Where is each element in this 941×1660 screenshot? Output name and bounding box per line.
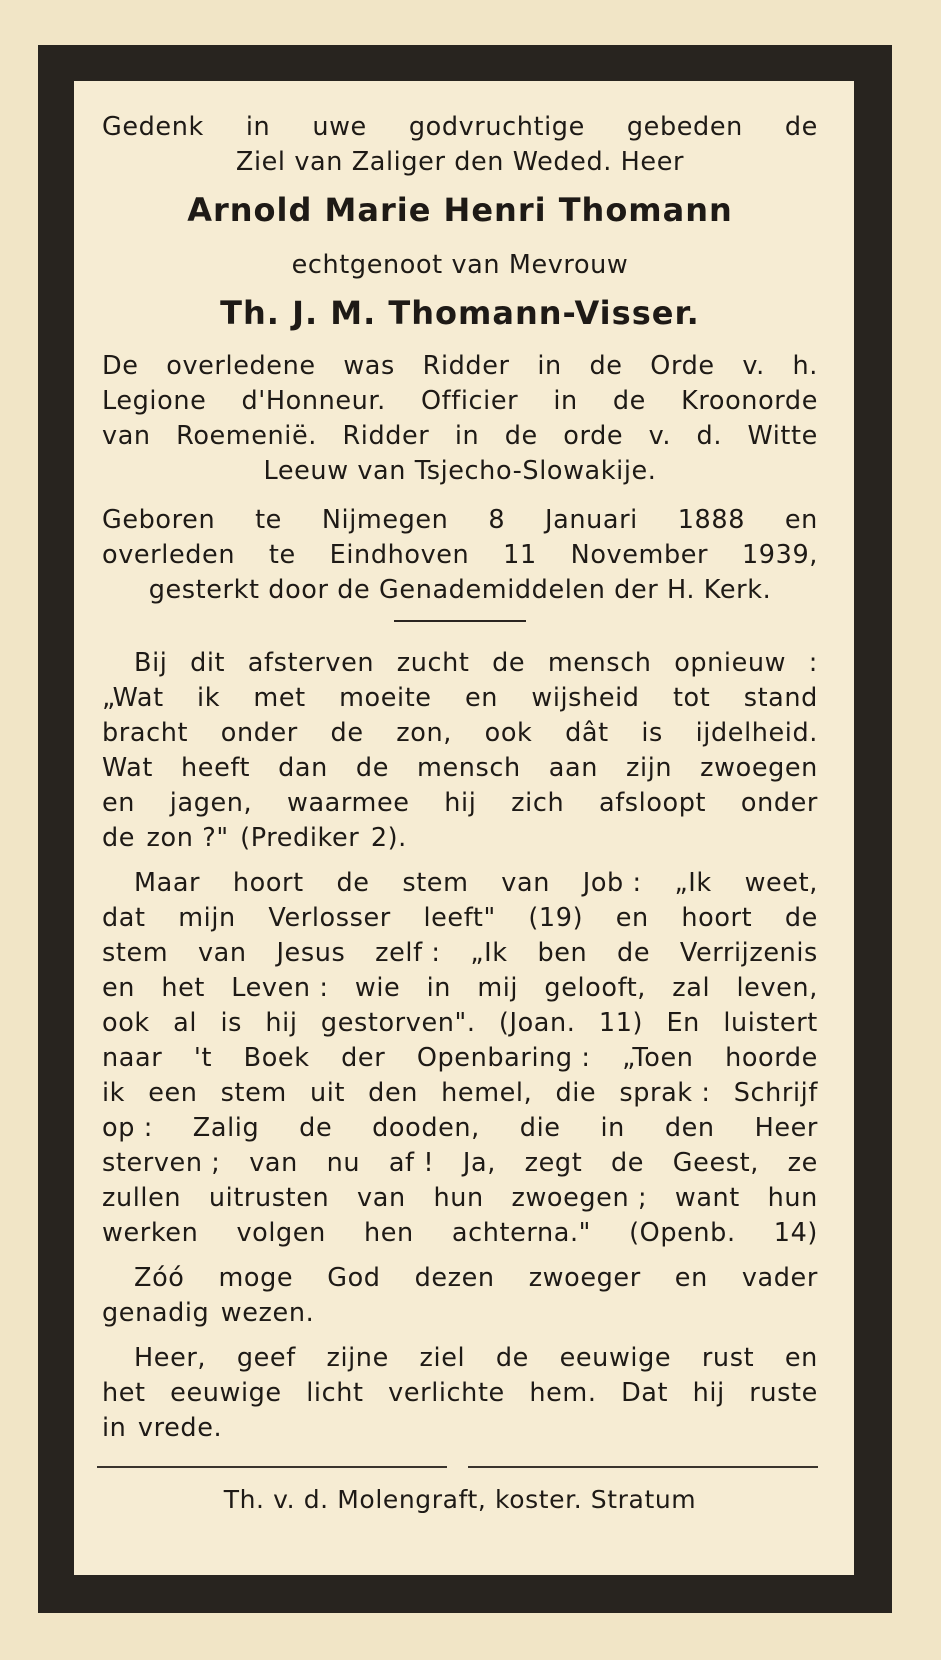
word: Verlosser <box>268 903 391 933</box>
word: mensch <box>547 648 652 678</box>
word: 14) <box>773 1218 818 1248</box>
word: 11) <box>598 1008 644 1038</box>
word: Maar <box>134 868 201 898</box>
word: afsterven <box>247 648 375 678</box>
header-section <box>102 110 818 335</box>
word: zich <box>511 788 565 818</box>
word: sprak : <box>619 1078 711 1108</box>
word: en <box>784 505 818 535</box>
word: achterna." <box>451 1218 592 1248</box>
word: God <box>327 1263 381 1293</box>
text-line <box>102 1411 818 1446</box>
word: van <box>197 938 247 968</box>
word: de <box>611 1148 645 1178</box>
word: leven, <box>736 973 818 1003</box>
word: genadig <box>102 1298 210 1328</box>
word: „Ik <box>674 868 712 898</box>
word: mijn <box>178 903 236 933</box>
word: Dat <box>621 1378 669 1408</box>
word: de <box>336 868 370 898</box>
word: de <box>784 112 818 142</box>
word: Job : <box>582 868 642 898</box>
text-line <box>102 1006 818 1041</box>
word: eeuwige <box>170 1378 282 1408</box>
word: hoort <box>681 903 753 933</box>
word: zelf : <box>375 938 441 968</box>
word: Gedenk <box>102 112 204 142</box>
text-line <box>102 1376 818 1411</box>
word: in <box>426 973 452 1003</box>
word: ruste <box>749 1378 818 1408</box>
word: zijn <box>626 753 673 783</box>
word: hoorde <box>725 1043 818 1073</box>
word: de <box>330 718 364 748</box>
word: wie <box>354 973 401 1003</box>
text-line <box>102 821 818 856</box>
word: Zalig <box>192 1113 260 1143</box>
honours-section <box>102 349 818 489</box>
life-section <box>102 503 818 608</box>
word: de <box>495 1343 529 1373</box>
word: 11 <box>503 540 537 570</box>
word: mij <box>477 973 519 1003</box>
word: (Openb. <box>629 1218 736 1248</box>
word: onder <box>220 718 298 748</box>
word: de <box>492 648 526 678</box>
text-line <box>102 1146 818 1181</box>
word: volgen <box>236 1218 326 1248</box>
text-line <box>102 384 818 419</box>
word: gebeden <box>626 112 743 142</box>
word: ze <box>787 1148 818 1178</box>
word: hemel, <box>441 1078 533 1108</box>
word: was <box>343 351 395 381</box>
word: sterven ; <box>102 1148 221 1178</box>
word: 8 <box>488 505 506 535</box>
word: d. <box>696 421 723 451</box>
word: in <box>553 386 578 416</box>
word: Januari <box>545 505 638 535</box>
word: En <box>666 1008 700 1038</box>
text-line <box>102 971 818 1006</box>
word: rust <box>701 1343 755 1373</box>
text-line <box>102 1181 818 1216</box>
text-line <box>102 1216 818 1251</box>
word: 2). <box>370 823 407 853</box>
text-line <box>102 419 818 454</box>
word: Geboren <box>102 505 216 535</box>
scripture-section <box>102 866 818 1251</box>
ecclesiastes-section <box>102 646 818 856</box>
word: de <box>784 903 818 933</box>
word: in <box>102 1413 127 1443</box>
word: heeft <box>181 753 251 783</box>
text-line <box>102 716 818 751</box>
card-text <box>102 110 818 1517</box>
word: van <box>249 1148 298 1178</box>
word: mensch <box>417 753 521 783</box>
word: hij <box>265 1008 298 1038</box>
word: in <box>454 421 480 451</box>
word: verlichte <box>388 1378 505 1408</box>
word: stem <box>402 868 469 898</box>
word: leeft" <box>423 903 496 933</box>
printer-credit: Th. v. d. Molengraft, koster. Stratum <box>223 1484 697 1514</box>
word: van <box>102 421 151 451</box>
text-line <box>102 901 818 936</box>
word: Ja, <box>462 1148 496 1178</box>
word: Heer <box>754 1113 818 1143</box>
word: de <box>617 938 651 968</box>
word: Officier <box>421 386 519 416</box>
spouse-name: Th. J. M. Thomann-Visser. <box>220 294 700 332</box>
word: ik <box>102 1078 126 1108</box>
word: ook <box>102 1008 150 1038</box>
word: ziel <box>419 1343 466 1373</box>
text-line <box>102 1341 818 1376</box>
word: godvruchtige <box>408 112 585 142</box>
text-line <box>102 936 818 971</box>
word: Zóó <box>134 1263 185 1293</box>
word: zullen <box>102 1183 182 1213</box>
word: ik <box>197 683 221 713</box>
word: met <box>253 683 306 713</box>
word: Ridder <box>422 351 510 381</box>
text-line: Ziel van Zaliger den Weded. Heer <box>235 147 685 177</box>
word: der <box>341 1043 386 1073</box>
word: Eindhoven <box>329 540 470 570</box>
word: en <box>464 683 499 713</box>
word: en <box>784 1343 818 1373</box>
word: nu <box>326 1148 361 1178</box>
text-line <box>102 786 818 821</box>
word: die <box>519 1113 561 1143</box>
word: te <box>268 540 296 570</box>
word: moge <box>218 1263 294 1293</box>
text-line <box>102 503 818 538</box>
text-line <box>102 1041 818 1076</box>
word: uitrusten <box>208 1183 330 1213</box>
word: hij <box>692 1378 725 1408</box>
word: naar <box>102 1043 163 1073</box>
footer-rule-right <box>468 1466 818 1468</box>
text-line <box>102 1296 818 1331</box>
word: weet, <box>744 868 818 898</box>
word: en <box>674 1263 708 1293</box>
word: d'Honneur. <box>241 386 386 416</box>
word: November <box>570 540 709 570</box>
word: in <box>245 112 271 142</box>
word: licht <box>306 1378 364 1408</box>
word: dât <box>565 718 609 748</box>
word: Bij <box>134 648 168 678</box>
word: eeuwige <box>559 1343 672 1373</box>
word: hij <box>444 788 477 818</box>
word: de <box>355 753 389 783</box>
word: en <box>102 788 136 818</box>
word: ook <box>484 718 533 748</box>
word: Openbaring : <box>416 1043 591 1073</box>
word: dat <box>102 903 146 933</box>
word: uit <box>310 1078 346 1108</box>
word: af ! <box>388 1148 435 1178</box>
word: onder <box>740 788 818 818</box>
word: : <box>808 648 818 678</box>
word: stem <box>220 1078 287 1108</box>
word: orde <box>563 421 624 451</box>
text-line <box>102 646 818 681</box>
word: de <box>612 386 646 416</box>
footer-rule-left <box>97 1466 447 1468</box>
word: 't <box>193 1043 213 1073</box>
word: hen <box>363 1218 414 1248</box>
word: Kroonorde <box>681 386 818 416</box>
word: den <box>664 1113 715 1143</box>
section-divider <box>394 620 526 622</box>
word: ben <box>537 938 588 968</box>
word: Geest, <box>672 1148 759 1178</box>
word: in <box>537 351 562 381</box>
word: is <box>641 718 663 748</box>
word: Wat <box>102 753 154 783</box>
word: tot <box>672 683 711 713</box>
text-line <box>102 1076 818 1111</box>
word: afsloopt <box>598 788 707 818</box>
word: bracht <box>102 718 189 748</box>
text-line <box>102 110 818 145</box>
word: te <box>255 505 282 535</box>
word: van <box>501 868 550 898</box>
word: waarmee <box>287 788 410 818</box>
word: die <box>555 1078 597 1108</box>
text-line <box>102 349 818 384</box>
word: Boek <box>243 1043 310 1073</box>
word: dit <box>190 648 226 678</box>
text-line <box>102 538 818 573</box>
word: hoort <box>232 868 304 898</box>
word: (Joan. <box>498 1008 576 1038</box>
spouse-intro: echtgenoot van Mevrouw <box>291 250 629 280</box>
word: de <box>504 421 538 451</box>
word: de <box>102 823 136 853</box>
word: den <box>368 1078 419 1108</box>
word: Heer, <box>134 1343 207 1373</box>
word: Legione <box>102 386 207 416</box>
word: gestorven". <box>320 1008 476 1038</box>
word: gelooft, <box>544 973 647 1003</box>
word: zon, <box>396 718 452 748</box>
text-line <box>102 681 818 716</box>
word: zwoegen <box>700 753 818 783</box>
word: luistert <box>723 1008 818 1038</box>
word: „Toen <box>622 1043 694 1073</box>
word: uwe <box>312 112 367 142</box>
word: v. <box>742 351 765 381</box>
word: overledene <box>166 351 316 381</box>
word: stand <box>743 683 818 713</box>
word: zal <box>672 973 711 1003</box>
word: het <box>102 1378 146 1408</box>
text-line: gesterkt door de Genademiddelen der H. Kerk. <box>148 575 772 605</box>
word: wezen. <box>220 1298 315 1328</box>
word: in <box>600 1113 625 1143</box>
word: Ridder <box>342 421 430 451</box>
prayer-section <box>102 1261 818 1331</box>
text-line <box>102 866 818 901</box>
word: het <box>161 973 205 1003</box>
word: Witte <box>747 421 818 451</box>
word: wijsheid <box>531 683 640 713</box>
word: Schrijf <box>733 1078 818 1108</box>
word: Verrijzenis <box>679 938 818 968</box>
word: h. <box>792 351 818 381</box>
word: opnieuw <box>674 648 787 678</box>
word: is <box>220 1008 243 1038</box>
word: dooden, <box>372 1113 480 1143</box>
word: vader <box>741 1263 818 1293</box>
word: ijdelheid. <box>695 718 818 748</box>
word: zegt <box>524 1148 583 1178</box>
word: moeite <box>339 683 432 713</box>
text-line <box>102 751 818 786</box>
word: geef <box>236 1343 296 1373</box>
word: op : <box>102 1113 153 1143</box>
word: 1939, <box>741 540 818 570</box>
word: Roemenië. <box>176 421 317 451</box>
word: al <box>173 1008 198 1038</box>
word: aan <box>548 753 599 783</box>
word: zwoeger <box>528 1263 641 1293</box>
word: zon ?" <box>146 823 229 853</box>
rest-section <box>102 1341 818 1446</box>
word: de <box>299 1113 333 1143</box>
word: zijne <box>326 1343 389 1373</box>
text-line: Leeuw van Tsjecho-Slowakije. <box>263 456 657 486</box>
word: en <box>102 973 136 1003</box>
word: stem <box>102 938 169 968</box>
word: dan <box>278 753 328 783</box>
word: zwoegen ; <box>511 1183 648 1213</box>
word: want <box>674 1183 740 1213</box>
deceased-name: Arnold Marie Henri Thomann <box>187 191 733 229</box>
text-line <box>102 1261 818 1296</box>
word: „Ik <box>470 938 508 968</box>
word: Jesus <box>276 938 346 968</box>
word: Orde <box>650 351 715 381</box>
word: hun <box>767 1183 818 1213</box>
word: overleden <box>102 540 236 570</box>
word: dezen <box>414 1263 495 1293</box>
word: Nijmegen <box>321 505 449 535</box>
word: werken <box>102 1218 199 1248</box>
word: hem. <box>529 1378 597 1408</box>
word: (Prediker <box>240 823 360 853</box>
word: van <box>357 1183 406 1213</box>
word: 1888 <box>677 505 746 535</box>
footer-divider <box>97 1466 818 1468</box>
word: hun <box>433 1183 484 1213</box>
word: v. <box>648 421 672 451</box>
word: zucht <box>396 648 470 678</box>
word: (19) <box>528 903 584 933</box>
word: Leven : <box>231 973 329 1003</box>
text-line <box>102 1111 818 1146</box>
word: „Wat <box>102 683 164 713</box>
word: de <box>589 351 623 381</box>
word: en <box>615 903 649 933</box>
word: vrede. <box>137 1413 223 1443</box>
word: De <box>102 351 139 381</box>
word: jagen, <box>169 788 253 818</box>
word: een <box>148 1078 198 1108</box>
